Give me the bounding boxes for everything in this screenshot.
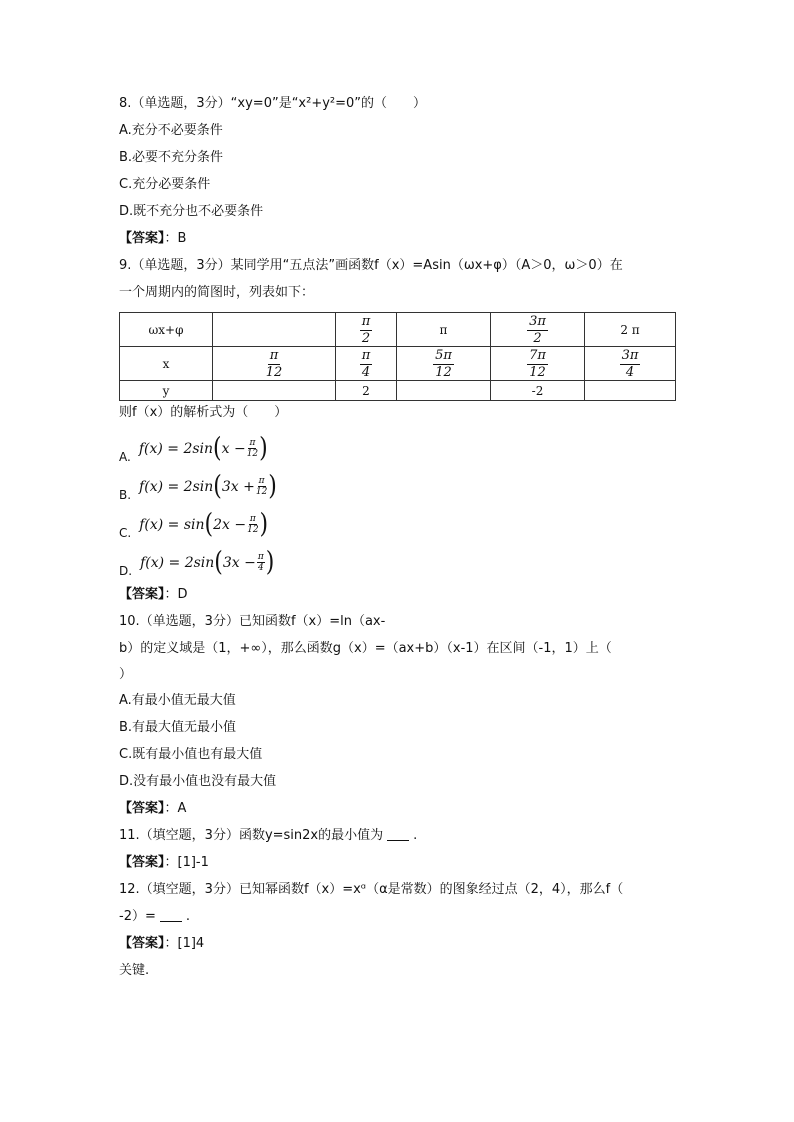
answer-label: 【答案】 <box>119 801 165 816</box>
fraction: $\frac{\pi}{2}$ <box>361 313 371 346</box>
q8-option-c: C.充分必要条件 <box>119 177 211 192</box>
fraction: $\frac{\pi}{4}$ <box>257 552 264 573</box>
table-cell <box>491 347 585 381</box>
q8-option-b: B.必要不充分条件 <box>119 150 224 165</box>
q8-option-d: D.既不充分也不必要条件 <box>119 204 264 219</box>
stem-text: . <box>413 828 418 843</box>
table-cell <box>585 381 676 401</box>
table-cell <box>213 381 336 401</box>
q10-stem-line2: b）的定义域是（1，+∞），那么函数g（x）=（ax+b）（x-1）在区间（-1，1）上（ <box>119 641 612 656</box>
fraction: $\frac{\pi}{12}$ <box>255 476 268 497</box>
table-row <box>120 347 676 381</box>
q9-answer <box>119 585 679 612</box>
q10-option-c: C.既有最小值也有最大值 <box>119 747 263 762</box>
fraction: $\frac{3\pi}{2}$ <box>529 313 546 346</box>
option-letter: C. <box>119 526 132 540</box>
table-cell: 2 <box>336 381 397 401</box>
formula-prefix: f(x) = 2sin <box>138 440 214 457</box>
answer-label: 【答案】 <box>119 231 165 246</box>
q8-stem: 8.（单选题，3分）“xy=0”是“x²+y²=0”的（ ） <box>119 96 427 111</box>
table-cell <box>336 347 397 381</box>
table-cell <box>397 381 491 401</box>
option-formula: f(x) = 2sin ( x − $\frac{\pi}{12}$ ) <box>138 432 268 464</box>
option-letter: A. <box>119 450 131 464</box>
answer-label: 【答案】 <box>119 855 165 870</box>
stem-text: -2）= <box>119 909 156 924</box>
fraction: $\frac{7\pi}{12}$ <box>529 347 546 380</box>
q10-answer <box>119 799 679 826</box>
q9-option-b <box>119 467 679 505</box>
fraction: $\frac{\pi}{12}$ <box>247 514 259 535</box>
option-formula: f(x) = 2sin ( 3x + $\frac{\pi}{12}$ ) <box>139 470 277 502</box>
fraction: $\frac{3\pi}{4}$ <box>621 347 639 380</box>
table-cell: 2 π <box>585 313 676 347</box>
stem-text: . <box>185 909 190 924</box>
q12-stem-line1: 12.（填空题，3分）已知幂函数f（x）=xᵅ（α是常数）的图象经过点（2，4），那么f（ <box>119 882 624 897</box>
fraction: $\frac{\pi}{4}$ <box>361 347 371 380</box>
table-header-cell: y <box>120 381 213 401</box>
table-cell: -2 <box>491 381 585 401</box>
table-row <box>120 381 676 401</box>
footer-text: 关键. <box>119 963 150 978</box>
q10-stem-line3: ） <box>119 667 133 682</box>
q11-answer <box>119 853 679 880</box>
q9-stem-line1: 9.（单选题，3分）某同学用“五点法”画函数f（x）=Asin（ωx+φ）（A＞0，ω＞0）在 <box>119 258 623 273</box>
option-formula: f(x) = sin ( 2x − $\frac{\pi}{12}$ ) <box>139 508 269 540</box>
fraction: $\frac{\pi}{12}$ <box>265 347 283 380</box>
table-header-cell: x <box>120 347 213 381</box>
answer-value: ：[1]-1 <box>164 855 209 870</box>
table-cell <box>336 313 397 347</box>
q12-answer <box>119 934 679 961</box>
formula-inner: 2x − <box>213 516 247 533</box>
q12-stem-line2 <box>119 907 679 934</box>
q11-stem <box>119 826 679 853</box>
table-row <box>120 313 676 347</box>
table-header-cell: ωx+φ <box>120 313 213 347</box>
formula-inner: x − <box>221 440 246 457</box>
answer-value: ：[1]4 <box>164 936 205 951</box>
q9-option-c <box>119 505 679 543</box>
option-letter: D. <box>119 564 133 578</box>
answer-value: ：B <box>164 231 187 246</box>
answer-value: ：A <box>164 801 187 816</box>
q10-option-d: D.没有最小值也没有最大值 <box>119 774 277 789</box>
q8-option-a: A.充分不必要条件 <box>119 123 223 138</box>
formula-prefix: f(x) = 2sin <box>140 554 215 571</box>
answer-label: 【答案】 <box>119 587 165 602</box>
formula-prefix: f(x) = sin <box>139 516 205 533</box>
q8-answer <box>119 229 679 256</box>
q10-option-a: A.有最小值无最大值 <box>119 693 236 708</box>
table-cell <box>213 347 336 381</box>
exam-page <box>119 94 679 988</box>
formula-inner: 3x − <box>222 554 256 571</box>
fraction: $\frac{\pi}{12}$ <box>246 438 259 459</box>
table-cell: π <box>397 313 491 347</box>
formula-prefix: f(x) = 2sin <box>139 478 214 495</box>
q9-option-a <box>119 429 679 467</box>
option-letter: B. <box>119 488 132 502</box>
answer-label: 【答案】 <box>119 936 165 951</box>
option-formula: f(x) = 2sin ( 3x − $\frac{\pi}{4}$ ) <box>140 546 275 578</box>
q9-option-d <box>119 543 679 581</box>
answer-blank <box>160 909 182 922</box>
five-point-table <box>119 312 676 401</box>
table-cell <box>213 313 336 347</box>
q9-question: 则f（x）的解析式为（ ） <box>119 405 288 420</box>
q10-option-b: B.有最大值无最小值 <box>119 720 237 735</box>
table-cell <box>585 347 676 381</box>
answer-blank <box>387 828 409 841</box>
formula-inner: 3x + <box>221 478 255 495</box>
table-cell <box>491 313 585 347</box>
fraction: $\frac{5\pi}{12}$ <box>435 347 452 380</box>
stem-text: 11.（填空题，3分）函数y=sin2x的最小值为 <box>119 828 384 843</box>
table-cell <box>397 347 491 381</box>
q10-stem-line1: 10.（单选题，3分）已知函数f（x）=ln（ax- <box>119 614 386 629</box>
answer-value: ：D <box>164 587 188 602</box>
q9-stem-line2: 一个周期内的简图时，列表如下： <box>119 285 315 300</box>
